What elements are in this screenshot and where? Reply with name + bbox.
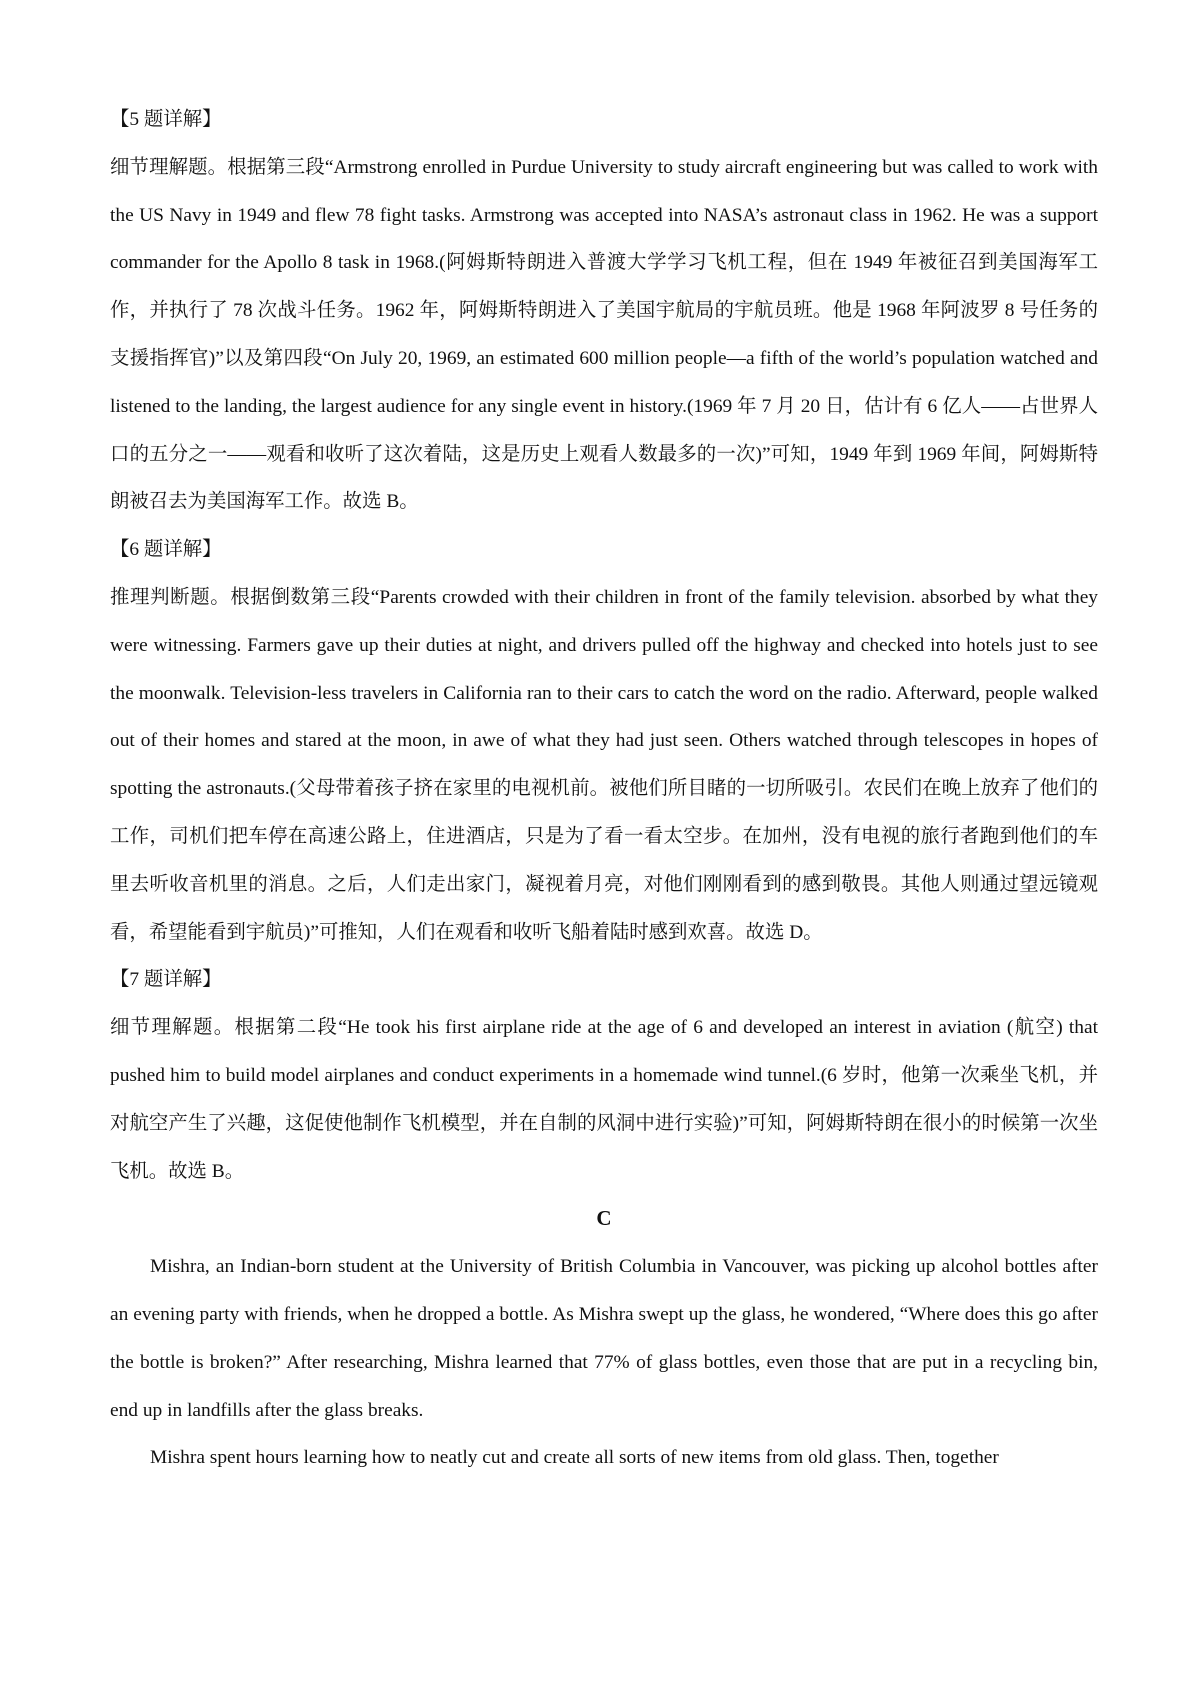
- question-5-heading: 【5 题详解】: [110, 109, 222, 130]
- question-6-explanation: 推理判断题。根据倒数第三段“Parents crowded with their children in front of the family television. absorbed by what they were witnessing. Farmers gave up their duties at night, and drivers pulled off the highway and checked into hotels just to see the moonwalk. Television-less travelers in California ran to their cars to catch the word on the radio. Afterward, people walked out of their homes and stared at the moon, in awe of what they had just seen. Others watched through telescopes in hopes of spotting the astronauts.(父母带着孩子挤在家里的电视机前。被他们所目睹的一切所吸引。农民们在晚上放弃了他们的工作，司机们把车停在高速公路上，住进酒店，只是为了看一看太空步。在加州，没有电视的旅行者跑到他们的车里去听收音机里的消息。之后，人们走出家门，凝视着月亮，对他们刚刚看到的感到敬畏。其他人则通过望远镜观看，希望能看到宇航员)”可推知，人们在观看和收听飞船着陆时感到欢喜。故选 D。: [110, 586, 1098, 943]
- passage-c-paragraph-2: Mishra spent hours learning how to neatly cut and create all sorts of new items from old glass. Then, together: [150, 1447, 999, 1469]
- question-7-heading: 【7 题详解】: [110, 969, 222, 991]
- passage-c-paragraph-1: Mishra, an Indian-born student at the University of British Columbia in Vancouver, was picking up alcohol bottles after an evening party with friends, when he dropped a bottle. As Mishra swept up the glass, he wondered, “Where does this go after the bottle is broken?” After researching, Mishra learned that 77% of glass bottles, even those that are put in a recycling bin, end up in landfills after the glass breaks.: [110, 1256, 1098, 1421]
- passage-c-title: C: [596, 1206, 612, 1231]
- question-7-explanation: 细节理解题。根据第二段“He took his first airplane ride at the age of 6 and developed an interest in aviation (航空) that pushed him to build model airplanes and conduct experiments in a homemade wind tunnel.(6 岁时，他第一次乘坐飞机，并对航空产生了兴趣，这促使他制作飞机模型，并在自制的风洞中进行实验)”可知，阿姆斯特朗在很小的时候第一次坐飞机。故选 B。: [110, 1017, 1098, 1182]
- question-6-heading: 【6 题详解】: [110, 539, 222, 561]
- question-5-explanation: 细节理解题。根据第三段“Armstrong enrolled in Purdue University to study aircraft engineering but was called to work with the US Navy in 1949 and flew 78 fight tasks. Armstrong was accepted into NASA’s astronaut class in 1962. He was a support commander for the Apollo 8 task in 1968.(阿姆斯特朗进入普渡大学学习飞机工程，但在 1949 年被征召到美国海军工作，并执行了 78 次战斗任务。1962 年，阿姆斯特朗进入了美国宇航局的宇航员班。他是 1968 年阿波罗 8 号任务的支援指挥官)”以及第四段“On July 20, 1969, an estimated 600 million people—a fifth of the world’s population watched and listened to the landing, the largest audience for any single event in history.(1969 年 7 月 20 日，估计有 6 亿人——占世界人口的五分之一——观看和收听了这次着陆，这是历史上观看人数最多的一次)”可知，1949 年到 1969 年间，阿姆斯特朗被召去为美国海军工作。故选 B。: [110, 156, 1098, 513]
